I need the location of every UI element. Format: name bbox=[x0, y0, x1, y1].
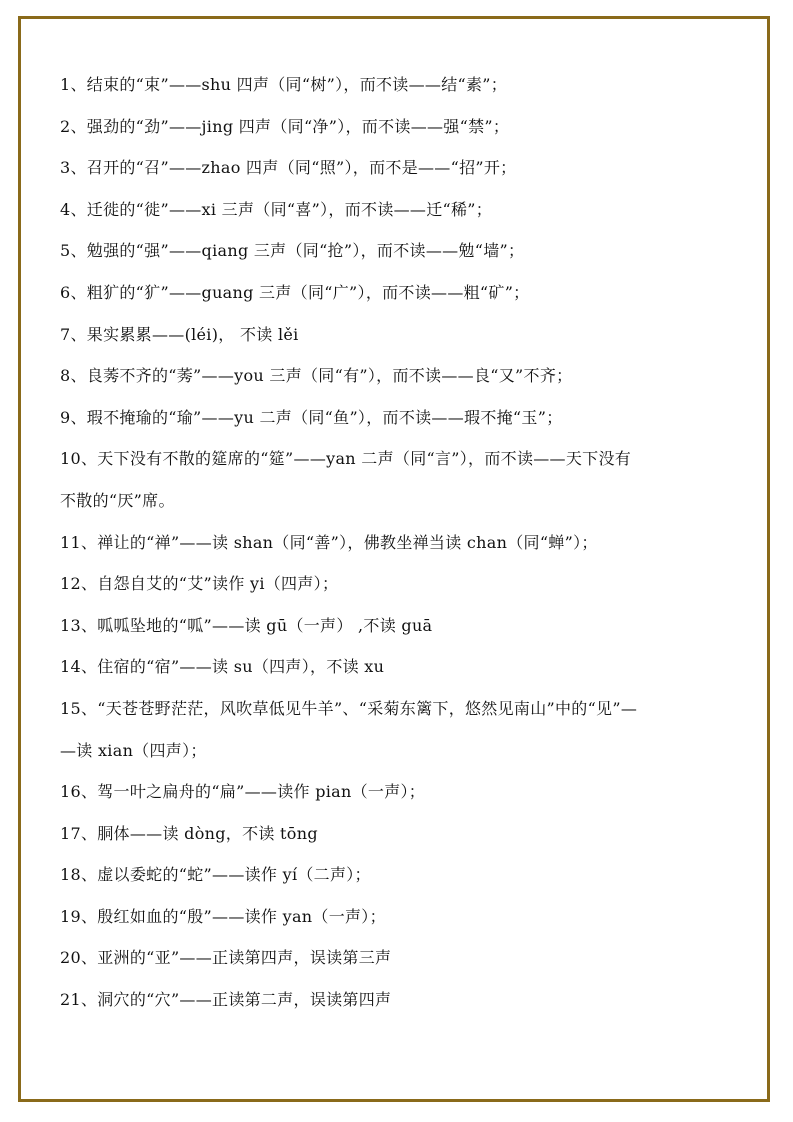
list-item: 7、果实累累——(léi)， 不读 lěi bbox=[60, 324, 299, 344]
list-item: 5、勉强的“强”——qiang 三声（同“抢”），而不读——勉“墙”； bbox=[60, 241, 525, 261]
list-item: 13、呱呱坠地的“呱”——读 gū（一声） ,不读 guā bbox=[60, 615, 433, 635]
list-item-continuation: 不散的“厌”席。 bbox=[60, 490, 175, 510]
list-item: 19、殷红如血的“殷”——读作 yan（一声）； bbox=[60, 906, 386, 926]
list-item: 8、良莠不齐的“莠”——you 三声（同“有”），而不读——良“又”不齐； bbox=[60, 366, 573, 386]
list-item: 14、住宿的“宿”——读 su（四声），不读 xu bbox=[60, 657, 385, 677]
list-item: 12、自怨自艾的“艾”读作 yi（四声）； bbox=[60, 574, 339, 594]
list-item: 6、粗犷的“犷”——guang 三声（同“广”），而不读——粗“矿”； bbox=[60, 282, 530, 302]
list-item: 20、亚洲的“亚”——正读第四声，误读第三声 bbox=[60, 948, 392, 968]
list-item: 17、胴体——读 dòng，不读 tōng bbox=[60, 823, 318, 843]
list-item: 15、“天苍苍野茫茫，风吹草低见牛羊”、“采菊东篱下，悠然见南山”中的“见”— bbox=[60, 698, 638, 718]
list-item: 18、虚以委蛇的“蛇”——读作 yí（二声）； bbox=[60, 865, 371, 885]
list-item: 4、迁徙的“徙”——xi 三声（同“喜”），而不读——迁“稀”； bbox=[60, 199, 493, 219]
document-body bbox=[60, 64, 732, 1021]
list-item: 16、驾一叶之扁舟的“扁”——读作 pian（一声）； bbox=[60, 782, 426, 802]
list-item: 21、洞穴的“穴”——正读第二声，误读第四声 bbox=[60, 990, 392, 1010]
list-item: 2、强劲的“劲”——jing 四声（同“净”），而不读——强“禁”； bbox=[60, 116, 510, 136]
list-item-continuation: —读 xian（四声）； bbox=[60, 740, 207, 760]
list-item: 1、结束的“束”——shu 四声（同“树”），而不读——结“素”； bbox=[60, 75, 508, 94]
list-item: 9、瑕不掩瑜的“瑜”——yu 二声（同“鱼”），而不读——瑕不掩“玉”； bbox=[60, 407, 563, 427]
list-item: 11、禅让的“禅”——读 shan（同“善”），佛教坐禅当读 chan（同“蝉”）； bbox=[60, 532, 598, 552]
list-item: 3、召开的“召”——zhao 四声（同“照”），而不是——“招”开； bbox=[60, 158, 517, 178]
list-item: 10、天下没有不散的筵席的“筵”——yan 二声（同“言”），而不读——天下没有 bbox=[60, 449, 632, 469]
